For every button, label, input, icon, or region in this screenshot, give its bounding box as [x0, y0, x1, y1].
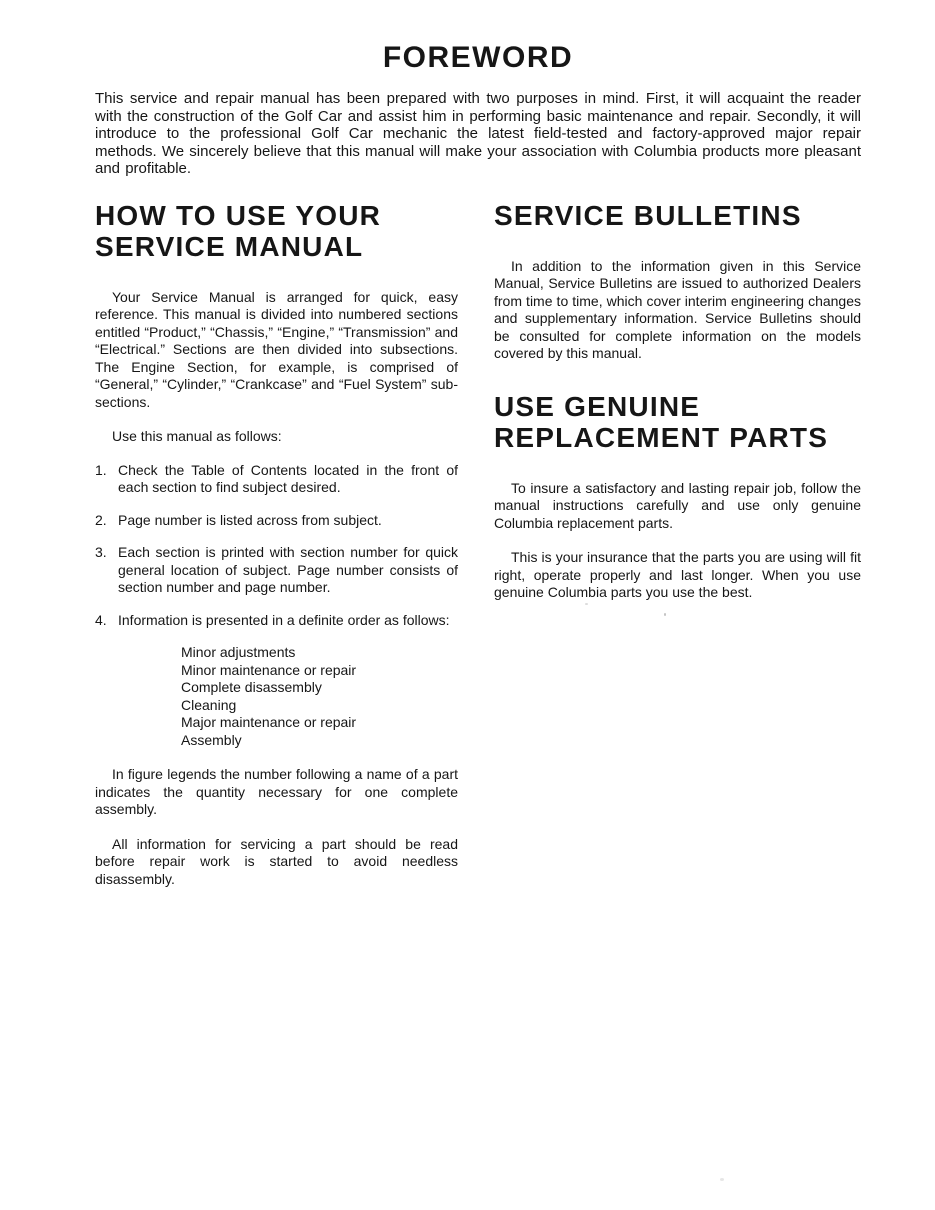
order-list-item: Major maintenance or repair [181, 714, 357, 730]
how-to-use-heading [95, 200, 458, 262]
scan-speck [720, 1178, 724, 1181]
service-bulletins-heading: SERVICE BULLETINS [494, 199, 802, 231]
order-list-item: Cleaning [181, 696, 237, 713]
genuine-parts-heading-line2: REPLACEMENT PARTS [494, 421, 829, 453]
order-of-information-list [181, 644, 458, 749]
numbered-item-4 [95, 612, 458, 630]
numbered-item-2 [95, 512, 458, 530]
order-list-item: Minor adjustments [181, 644, 296, 660]
order-list-item: Complete disassembly [181, 679, 322, 695]
page-title: FOREWORD [382, 41, 574, 74]
genuine-parts-paragraph-1: To insure a satisfactory and lasting repair job, follow the manual instructions carefully and use only genuine Columbia replacement parts. [494, 479, 861, 531]
two-column-layout [95, 200, 861, 906]
item-text: Check the Table of Contents located in the front of each section to find subject desired. [118, 461, 458, 495]
figure-legends-paragraph: In figure legends the number following a name of a part indicates the quantity necessary for one complete assembly. [95, 766, 458, 817]
service-bulletins-paragraph: In addition to the information given in this Service Manual, Service Bulletins are issued to authorized Dealers from time to time, which cover interim engineering changes and supplementary information. Service Bulletins should be consulted for complete information on the models covered by this manual. [494, 257, 861, 361]
item-number: 1. [95, 461, 107, 478]
scan-speck [585, 603, 588, 605]
genuine-parts-paragraph-2: This is your insurance that the parts you are using will fit right, operate properly and last longer. When you use genuine Columbia parts you use the best. [494, 549, 861, 600]
genuine-parts-heading [494, 391, 861, 453]
item-number: 3. [95, 544, 107, 560]
item-text: Information is presented in a definite order as follows: [118, 611, 450, 628]
scan-speck [664, 613, 666, 616]
item-number: 2. [95, 511, 107, 528]
order-list-item: Minor maintenance or repair [181, 661, 357, 678]
intro-paragraph: This service and repair manual has been prepared with two purposes in mind. First, it will acquaint the reader with the construction of the Golf Car and assist him in performing basic maintenance and repair. Secondly, it will introduce to the professional Golf Car mechanic the latest field-tested and factory-approved major repair methods. We sincerely believe that this manual will make your association with Columbia products more pleasant and profitable. [95, 90, 861, 177]
how-to-use-heading-line1: HOW TO USE YOUR [95, 199, 382, 231]
servicing-info-paragraph: All information for servicing a part should be read before repair work is started to avoid needless disassembly. [95, 835, 458, 887]
genuine-parts-heading-line1: USE GENUINE [494, 390, 701, 422]
numbered-item-1 [95, 462, 458, 497]
left-column [95, 200, 458, 906]
item-text: Page number is listed across from subject. [118, 511, 382, 528]
item-text: Each section is printed with section number for quick general location of subject. Page number consists of section number and page number. [118, 544, 458, 595]
right-column [494, 200, 861, 906]
list-intro: Use this manual as follows: [112, 428, 282, 444]
item-number: 4. [95, 611, 107, 628]
numbered-item-3 [95, 544, 458, 597]
how-to-use-heading-line2: SERVICE MANUAL [95, 230, 364, 262]
how-to-use-paragraph: Your Service Manual is arranged for quick, easy reference. This manual is divided into numbered sections entitled “Product,” “Chassis,” “Engine,” “Transmission” and “Electrical.” Sections are then divided into subsections. The Engine Section, for example, is comprised of “General,” “Cylinder,” “Crankcase” and “Fuel System” sub-sections. [95, 288, 458, 410]
order-list-item: Assembly [181, 731, 242, 748]
